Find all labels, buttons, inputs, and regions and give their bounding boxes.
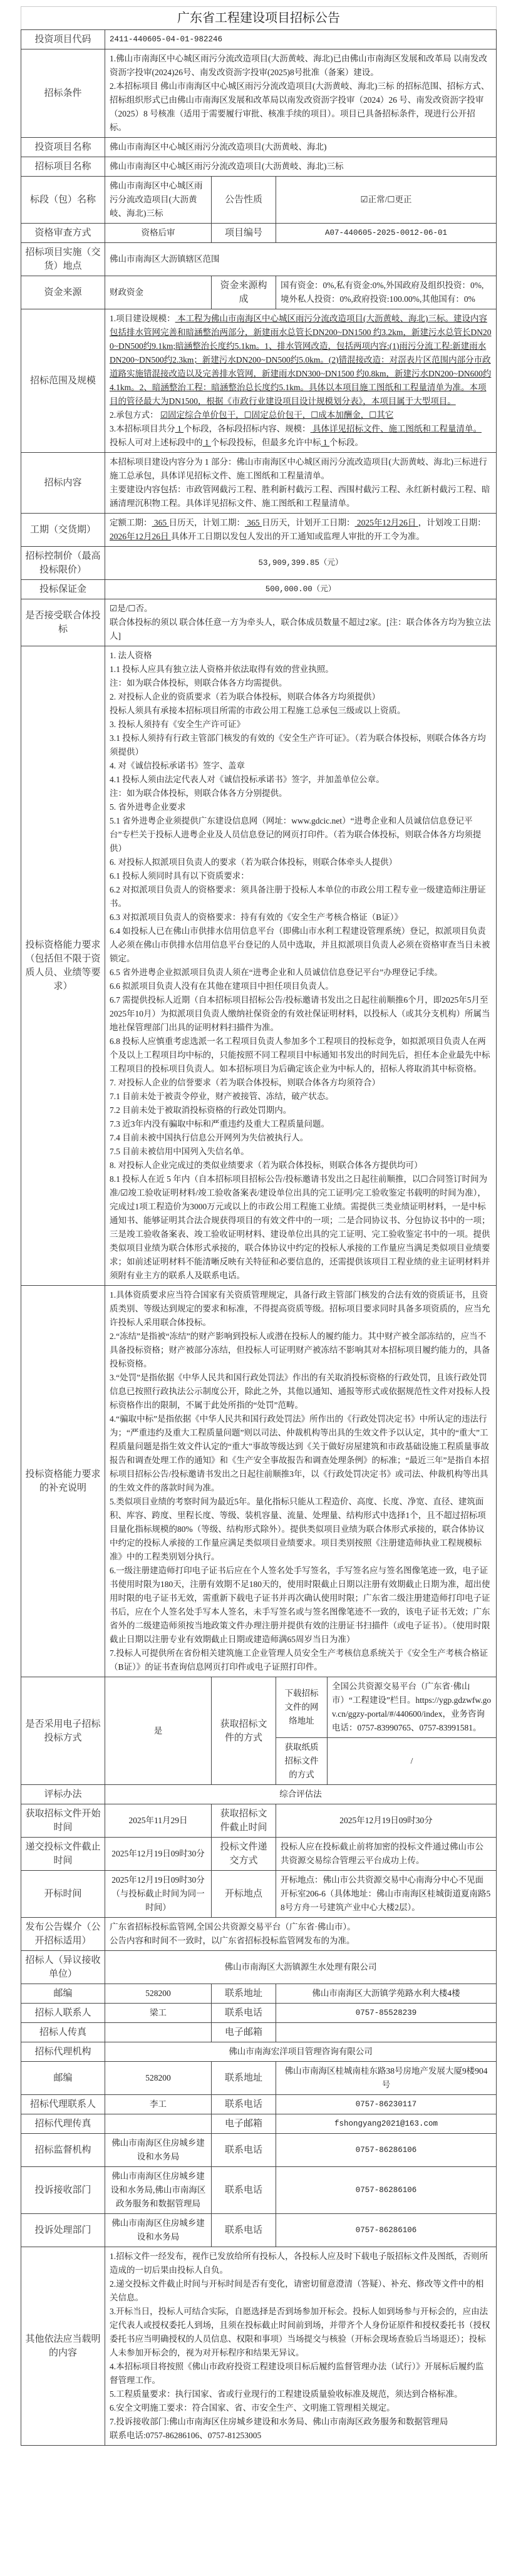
paragraph: 6.2 对拟派项目负责人的资格要求：须具备注册于投标人本单位的市政公用工程专业一级建造师注册证书。 [110, 885, 486, 908]
electronic-value: 是 [105, 1677, 212, 1785]
label: 联系电话 [212, 2167, 276, 2214]
row-doc-time [21, 1804, 497, 1838]
title-row [21, 7, 497, 30]
paragraph: 4.“骗取中标”是指依据《中华人民共和国行政处罚法》所作出的《行政处罚决定书》中所认定的违法行为；“严重违约及重大工程质量问题”则以司法、仲裁机构等出具的生效文件予以认定，其中的“重大”工程质量问题是指生效文件认定的“重大”事故等级达到《关于做好房屋建筑和市政基础设施工程质量事故报告和调查处理工作的通知》和《生产安全事故报告和调查处理条例》的标准；“最近三年”是指自本招标项目招标公告/投标邀请书发出之日起往前顺推3年，以《行政处罚决定书》或司法、仲裁机构等出具的生效文件的落款时间为准。 [110, 1414, 489, 1492]
row-investment-code [21, 30, 497, 49]
paragraph: 7. 对投标人企业的信誉要求（若为联合体投标，则联合体各方均须符合） [110, 1078, 380, 1087]
row-complaint-receive [21, 2167, 497, 2214]
row-tenderer [21, 1951, 497, 1984]
paragraph: 1.1 投标人应具有独立法人资格并依法取得有效的营业执照。 [110, 665, 334, 674]
paragraph: 本招标项目建设内容分为 1 部分：佛山市南海区中心城区雨污分流改造项目(大沥黄岐、海北)三标进行施工总承包，具体详见招标文件、施工图纸和工程量清单。 [110, 457, 487, 480]
paragraph: 7.投诉接收部门:佛山市南海区住房城乡建设和水务局、佛山市南海区政务服务和数据管理局 [110, 2417, 448, 2426]
paragraph: 2.“冻结”是指被“冻结”的财产影响到投标人或潜在投标人的履约能力。其中财产被全部冻结的，应当不具备投标资格；财产被部分冻结，但投标人可证明财产被冻结不影响其对本招标项目履约能力的，具备投标资格。 [110, 1332, 490, 1368]
paragraph: 5.1 省外进粤企业须提供广东建设信息网（网址：www.gdcic.net）“进粤企业和人员诚信信息登记平台”专栏关于投标人进粤企业及人员信息登记的网页打印件。（若为联合体投标，则联合体各方均须提供） [110, 816, 482, 853]
row-control-price [21, 547, 497, 580]
paragraph: ☑是/☐否。 [110, 604, 153, 613]
tenderer-email-value [276, 2023, 497, 2042]
funding-value: 财政资金 [105, 276, 212, 309]
filled-value: ☑固定综合单价包干，☐固定总价包干，☐成本加酬金，☐其它 [160, 410, 394, 420]
label: 其他依法应当载明的内容 [21, 2247, 105, 2446]
paragraph: 7.2 目前未处于被取消投标资格的行政处罚期内。 [110, 1105, 292, 1115]
row-period [21, 514, 497, 547]
label: 联系电话 [212, 2214, 276, 2247]
text-segment: 投标人可对上述标段中的 [110, 438, 203, 447]
investment-name-value: 佛山市南海区中心城区雨污分流改造项目(大沥黄岐、海北) [105, 138, 497, 157]
submit-method-value: 投标人应在投标截止前将加密的投标文件通过佛山市公共资源交易综合管理云平台成功上传。 [276, 1838, 497, 1871]
row-requirements [21, 646, 497, 1286]
tender-notice-table [21, 6, 497, 2446]
paragraph: 1.招标文件一经发布，视作已发放给所有投标人，各投标人应及时下载电子版招标文件及图纸，否则所造成的一切后果由投标人自负。 [110, 2252, 488, 2275]
period-text [105, 514, 497, 547]
agency-address-value: 佛山市南海区桂城南桂东路38号房地产发展大厦9楼904号 [276, 2062, 497, 2095]
paragraph: 4. 对《诚信投标承诺书》签字、盖章 [110, 761, 245, 770]
text-segment: 个标段投标，但最多允许中标 [211, 438, 321, 447]
requirements-text [105, 646, 497, 1286]
label: 招标条件 [21, 49, 105, 138]
notice-nature-checkbox: ☑正常/☐更正 [276, 177, 497, 224]
row-submit [21, 1838, 497, 1871]
paragraph: 投标人须具有承接本招标项目所需的市政公用工程施工总承包三级或以上资质。 [110, 706, 406, 715]
complaint-receive-phone-value: 0757-86286106 [276, 2167, 497, 2214]
project-code-value: A07-440605-2025-0012-06-01 [276, 224, 497, 243]
row-agency-zip [21, 2062, 497, 2095]
paragraph: 3.1 投标人须持有行政主管部门核发的有效的《安全生产许可证》。（若为联合体投标，则联合体各方均须提供） [110, 733, 486, 757]
label: 获取招标文件的方式 [212, 1677, 276, 1785]
tenderer-phone-value: 0757-85528239 [276, 2004, 497, 2023]
label: 招标监督机构 [21, 2134, 105, 2167]
paragraph: 8. 对投标人企业完成过的类似业绩要求（若为联合体投标，则联合体各方提供均可） [110, 1161, 423, 1170]
content-text [105, 453, 497, 514]
label: 标段（包）名称 [21, 177, 105, 224]
scope-paragraph [110, 436, 492, 450]
label: 投标资格能力要求的补充说明 [21, 1286, 105, 1677]
row-opening [21, 1871, 497, 1918]
label: 投诉接收部门 [21, 2167, 105, 2214]
row-tenderer-contact [21, 2004, 497, 2023]
supervision-phone-value: 0757-86286106 [276, 2134, 497, 2167]
row-electronic [21, 1677, 497, 1738]
doc-start-value: 2025年11月29日 [105, 1804, 212, 1838]
row-media [21, 1918, 497, 1951]
tenderer-contact-value: 梁工 [105, 2004, 212, 2023]
paragraph: 3.开标当日，投标人可结合实际，自愿选择是否到场参加开标会。投标人如到场参与开标会的，应由法定代表人或授权委托人到场，且须在投标截止时间前到场，并带齐个人身份证原件和授权委托书（授权委托书应当明确授权的人员信息、权限和事项）当场提交与核验（开标会现场查验后当场退还）；投标人未参加开标会的，视为对开标程序和结果无异议。 [110, 2307, 490, 2357]
filled-value: 本工程为佛山市南海区中心城区雨污分流改造项目(大沥黄岐、海北)三标。建设内容包括排水管网完善和暗涵整治两部分，新建雨水总管长DN200~DN1500 约3.2km，新建污水总管长DN200~DN500约9.1km;暗涵整治长度约5.1km。1、排水管网改造，包括两项内容:(1)雨污分流工程:新建雨水DN200~DN500约2.3km；新建污水DN200~DN500约5.0km。(2)错混接改造：对滘表片区范围内部分市政道路实施错混接改造以及完善排水管网，新建雨水DN300~DN1500 约0.8km，新建污水DN200~DN600约4.1km。2、暗涵整治工程：暗涵整治总长度约5.1km。具体以本项目施工图纸和工程量清单为准。本项目的管径最大为DN1500，根据《市政行业建设项目设计规模划分表》，本项目属于大型项目。 [110, 314, 492, 406]
text-segment: 1.项目建设规模： [110, 314, 175, 323]
tenderer-zip-value: 528200 [105, 1984, 212, 2004]
row-qualification [21, 224, 497, 243]
conditions-text [105, 49, 497, 138]
label: 招标人联系人 [21, 2004, 105, 2023]
row-investment-name [21, 138, 497, 157]
paragraph: 7.1 目前未处于被责令停业，财产被接管、冻结，破产状态。 [110, 1092, 334, 1101]
label: 联系地址 [212, 1984, 276, 2004]
label: 邮编 [21, 2062, 105, 2095]
paragraph: 1.具体资质要求应当符合国家有关资质管理规定，具备行政主管部门核发的合法有效的资质证书，且资质类别、等级达到规定的要求和标准，不得提高资质等级。招标项目要求同时具备多项资质的，应当允许投标人采用联合体投标。 [110, 1290, 490, 1327]
section-name-value: 佛山市南海区中心城区雨污分流改造项目(大沥黄岐、海北)三标 [105, 177, 212, 224]
paragraph: 5.类似项目业绩的考察时间为最近5年。量化指标只能从工程造价、高度、长度、净宽、直径、建筑面积、库容、跨度、里程长度、等级、装机容量、流量、处理量、结构形式中选择1个，且不超过招标项目量化指标规模的80%（等级、结构形式除外）。提供类似项目业绩为联合体形式承接的，联合体协议中约定的投标人承接的工作量应满足类似项目业绩要求。项目类别按照《注册建造师执业工程规模标准》中的工程类别划分执行。 [110, 1497, 486, 1561]
row-supervision [21, 2134, 497, 2167]
agency-email-link[interactable]: fshongyang2021@163.com [276, 2114, 497, 2134]
filled-value: 1 [202, 438, 211, 447]
row-agency-contact [21, 2095, 497, 2114]
label: 获取纸质招标文件的方式 [276, 1738, 328, 1785]
text-segment: 个标段，各标段招标内容、规模： [183, 424, 311, 433]
paragraph: 5.工程质量要求：执行国家、省或行业现行的工程建设质量验收标准及规范，须达到合格标准。 [110, 2389, 463, 2399]
scope-paragraph [110, 408, 492, 422]
row-conditions [21, 49, 497, 138]
text-segment: 日历天，计划开工日期： [262, 518, 355, 527]
filled-value: 365 [245, 518, 262, 527]
label: 获取招标文件开始时间 [21, 1804, 105, 1838]
text-segment: 个标段。 [329, 438, 363, 447]
label: 资金来源 [21, 276, 105, 309]
label: 招标代理机构 [21, 2042, 105, 2062]
row-bid-name [21, 157, 497, 177]
paragraph: 6. 对投标人拟派项目负责人的要求（若为联合体投标，则联合体牵头人提供） [110, 857, 397, 867]
tenderer-address-value: 佛山市南海区大沥镇学苑路水利大楼4楼 [276, 1984, 497, 2004]
paragraph: 4.1 投标人须由法定代表人对《诚信投标承诺书》签字，并加盖单位公章。 [110, 775, 385, 784]
paragraph: 1. 法人资格 [110, 651, 152, 660]
scope-paragraph [110, 422, 492, 436]
other-text [105, 2247, 497, 2446]
paragraph: 6.一级注册建造师打印电子证书后应在个人签名处手写签名，手写签名应与签名图像笔迹一致，电子证书使用时限为180天，注册有效期不足180天的，使用时限截止日期以注册有效期截止日期为准，超出使用时限的电子证书无效，需重新下载电子证书并再次确认使用时限；广东省二级注册建造师打印电子证书后，应在个人签名处手写本人签名，未手写签名或与签名图像笔迹不一致的，该电子证书无效；广东省外的二级建造师须按当地政策文件办理注册并提供有效的注册证书扫描件（或电子证书）。（使用时限截止日期以注册专业有效期截止日期或建造师满65周岁当日为准） [110, 1566, 490, 1644]
location-value: 佛山市南海区大沥镇辖区范围 [105, 243, 497, 276]
consortium-text [105, 599, 497, 646]
paragraph: 联合体投标的须以 联合体任意一方为牵头人，联合体成员数量不超过2家。[注：联合体各方均为独立法人] [110, 618, 491, 641]
deposit-value: 500,000.00（元） [105, 580, 497, 599]
paragraph: 6.1 投标人须同时具有以下资质要求： [110, 871, 249, 881]
scope-paragraph [110, 312, 492, 408]
paragraph: 2. 对投标人企业的资质要求（若为联合体投标，则联合体各方均须提供） [110, 692, 380, 701]
label: 招标人传真 [21, 2023, 105, 2042]
label: 招标内容 [21, 453, 105, 514]
text-segment: ，计划竣工日期： [418, 518, 486, 527]
label: 获取招标文件截止时间 [212, 1804, 276, 1838]
label: 评标办法 [21, 1785, 105, 1804]
label: 投标保证金 [21, 580, 105, 599]
label: 投标文件递交方式 [212, 1838, 276, 1871]
label: 招标代理传真 [21, 2114, 105, 2134]
label: 联系电话 [212, 2004, 276, 2023]
paragraph: 7.投标人可提供所在省份相关建筑施工企业管理人员安全生产考核信息系统关于《安全生产考核合格证（B证）》的证书查询信息网页打印件或电子证照打印件。 [110, 1648, 488, 1672]
label: 投资项目名称 [21, 138, 105, 157]
paragraph: 5. 省外进粤企业要求 [110, 802, 186, 812]
filled-value: 1 [321, 438, 329, 447]
qualification-value: 资格后审 [105, 224, 212, 243]
row-deposit [21, 580, 497, 599]
paragraph: 2.递交投标文件截止时间与开标时间是否有变化，请密切留意澄清（答疑）、补充、修改等文件中的相关信息。 [110, 2279, 484, 2302]
row-tenderer-zip [21, 1984, 497, 2004]
complaint-handle-value: 佛山市南海区住房城乡建设和水务局 [105, 2214, 212, 2247]
row-funding [21, 276, 497, 309]
label: 投资项目代码 [21, 30, 105, 49]
filled-value: 2026年12月26日 [110, 532, 171, 541]
opening-time-value: 2025年12月19日09时30分（与投标截止时间为同一时间） [105, 1871, 212, 1918]
complaint-receive-value: 佛山市南海区住房城乡建设和水务局,佛山市南海区政务服务和数据管理局 [105, 2167, 212, 2214]
row-tenderer-fax [21, 2023, 497, 2042]
row-consortium [21, 599, 497, 646]
evaluation-value: 综合评估法 [105, 1785, 497, 1804]
label: 发布公告媒介（公开招标适用） [21, 1918, 105, 1951]
media-text [105, 1918, 497, 1951]
paragraph: 主要建设内容包括：市政管网截污工程、胜利新村截污工程、西围村截污工程、永红新村截污工程、暗涵清理沉积物工程。具体详见招标文件、施工图纸和工程量清单。 [110, 485, 490, 508]
control-price-value: 53,909,399.85（元） [105, 547, 497, 580]
opening-place-value: 开标地点：佛山市公共资源交易中心南海分中心不见面开标室206-6（具体地址：佛山市南海区桂城街道夏南路58号方舟一号建筑产业中心大楼2层）。 [276, 1871, 497, 1918]
label: 是否接受联合体投标 [21, 599, 105, 646]
label: 招标代理联系人 [21, 2095, 105, 2114]
agency-phone-value: 0757-86230117 [276, 2095, 497, 2114]
label: 招标范围及规模 [21, 309, 105, 453]
text-segment: 定额工期： [110, 518, 152, 527]
label: 资金来源构成 [212, 276, 276, 309]
paragraph: 7.5 目前未被信用中国列入失信名单。 [110, 1147, 249, 1156]
label: 联系电话 [212, 2134, 276, 2167]
label: 投诉处理部门 [21, 2214, 105, 2247]
paragraph: 6.7 需提供投标人近期（自本招标项目招标公告/投标邀请书发出之日起往前顺推6个月，即2025年5月至2025年10月）为拟派项目负责人缴纳社保资金的有效社保证明材料，以投标人（或其分支机构）所属当地社保管理部门出具的证明材料扫描件为准。 [110, 995, 490, 1032]
paragraph: 3. 投标人须持有《安全生产许可证》 [110, 720, 245, 729]
paragraph: 2.本招标项目 佛山市南海区中心城区雨污分流改造项目(大沥黄岐、海北)三标 的招标范围、招标方式、招标组织形式已由佛山市南海区发展和改革局以南发改资沥字投审（2024）26 号、南发改资沥字投审（2025）8 号核准（适用于需要履行审批、核准手续的项目）。项目已具备招标条件，现进行公开招标。 [110, 81, 490, 132]
submit-deadline-value: 2025年12月19日09时30分 [105, 1838, 212, 1871]
paragraph: 公告内容和时间不一致时，以广东省招标投标监管网发布的为准。 [110, 1936, 355, 1945]
text-segment: 日历天，计划工期： [168, 518, 245, 527]
row-evaluation [21, 1785, 497, 1804]
row-complaint-handle [21, 2214, 497, 2247]
text-segment: 3.本招标项目共分 [110, 424, 175, 433]
funding-structure-value: 国有资金：0%,私有资金:0%,外国政府及组织投资：0%,境外私人投资：0%,政府投资:100.00%,其他国有：0% [276, 276, 497, 309]
investment-code-value: 2411-440605-04-01-982246 [105, 30, 497, 49]
label: 公告性质 [212, 177, 276, 224]
tenderer-value: 佛山市南海区大沥镇源生水处理有限公司 [105, 1951, 497, 1984]
paragraph: 1.佛山市南海区中心城区雨污分流改造项目(大沥黄岐、海北)已由佛山市南海区发展和改革局 以南发改资沥字投审(2024)26号、南发改资沥字投审(2025)8号批准（备案）建设。 [110, 54, 487, 77]
filled-value: 2025年12月26日 [354, 518, 418, 527]
paragraph: 6.4 如投标人已在佛山市供排水信用信息平台（即佛山市水利工程建设管理系统）登记，拟派项目负责人必须在佛山市供排水信用信息平台登记的人员中选取，并且拟派项目负责人必须在资格审查当日未被锁定。 [110, 926, 490, 963]
label: 招标控制价（最高投标限价） [21, 547, 105, 580]
label: 投标资格能力要求（包括但不限于资质人员、业绩等要求） [21, 646, 105, 1286]
paragraph: 6.5 省外进粤企业拟派项目负责人须在“进粤企业和人员诚信信息登记平台”办理登记手续。 [110, 968, 443, 977]
supervision-value: 佛山市南海区住房城乡建设和水务局 [105, 2134, 212, 2167]
label: 工期（交货期） [21, 514, 105, 547]
bid-name-value: 佛山市南海区中心城区雨污分流改造项目(大沥黄岐、海北)三标 [105, 157, 497, 177]
row-section [21, 177, 497, 224]
row-location [21, 243, 497, 276]
paragraph: 6.8 投标人应慎重考虑选派一名工程项目负责人参加多个工程项目的投标竞争，如拟派项目负责人在两个及以上工程项目均中标的，只能按照不同工程项目中标通知书发出的时间先后，担任本企业最先中标工程项目的投标项目负责人。如本招标项目为后确定该企业为中标人的，招标人将取消其中标资格。 [110, 1037, 490, 1073]
paper-doc-value: / [328, 1738, 497, 1785]
label: 招标人（异议接收单位） [21, 1951, 105, 1984]
agency-fax-value [105, 2114, 212, 2134]
filled-value: 1 [175, 424, 184, 433]
label: 下载招标文件的网络地址 [276, 1677, 328, 1738]
paragraph: 注：如为联合体投标，则联合体各方均需提供。 [110, 678, 287, 688]
paragraph: 6.安全文明施工要求：符合国家、省、市安全生产、文明施工管理相关规定。 [110, 2403, 395, 2413]
label: 电子邮箱 [212, 2023, 276, 2042]
supplement-text [105, 1286, 497, 1677]
text-segment: 2.承包方式： [110, 410, 160, 420]
agency-contact-value: 李工 [105, 2095, 212, 2114]
complaint-handle-phone-value: 0757-86286106 [276, 2214, 497, 2247]
row-agency [21, 2042, 497, 2062]
doc-end-value: 2025年12月19日09时30分 [276, 1804, 497, 1838]
page-title: 广东省工程建设项目招标公告 [21, 7, 497, 30]
paragraph: 3.“处罚”是指依据《中华人民共和国行政处罚法》作出的有关取消投标资格的行政处罚，且该行政处罚信息已按照行政执法公示制度公开，除此之外，其他以通知、通报等形式或依据规范性文件对投标人投标资格作出的限制，不属于此处所指的“处罚”范畴。 [110, 1373, 490, 1410]
download-url-text[interactable]: 全国公共资源交易平台（广东省·佛山市）“工程建设”栏目。https://ygp.gdzwfw.gov.cn/ggzy-portal/#/440600/index，业务咨询电话：0757-83990765、0757-83991581。 [328, 1677, 497, 1738]
agency-value: 佛山市南海宏洋项目管理咨询有限公司 [105, 2042, 497, 2062]
label: 电子邮箱 [212, 2114, 276, 2134]
label: 开标时间 [21, 1871, 105, 1918]
label: 递交投标文件截止时间 [21, 1838, 105, 1871]
row-agency-fax [21, 2114, 497, 2134]
filled-value: 具体详见招标文件、施工图纸和工程量清单。 [310, 424, 482, 433]
text-segment: 具体开工日期以发包人发出的开工通知或监理人审批的开工令为准。 [170, 532, 425, 541]
row-scope [21, 309, 497, 453]
label: 招标项目实施（交货）地点 [21, 243, 105, 276]
paragraph: 8.1 投标人在近 5 年内（自本招标项目招标公告/投标邀请书发出之日起往前顺推，以☐合同签订时间为准/☑竣工验收证明材料/竣工验收备案表/建设单位出具的完工证明/完工验收鉴定书载明的时间为准），完成过1项工程造价为3000万元或以上的市政公用工程施工业绩。需提供三类业绩证明材料，一是中标通知书、能够证明其合法合规获得项目的有效文件中的一项；二是合同协议书、分包协议书中的一项；三是竣工验收备案表、竣工验收证明材料、建设单位出具的完工证明、完工验收鉴定书中的一项。提供类似项目业绩为联合体形式承接的，联合体协议中约定的投标人承接的工作量应当满足类似项目业绩要求；如前述证明材料不能清晰反映有关特征和必要信息的，还需提供该项目工程业绩的业主证明材料并须附有业主方的联系人及联系电话。 [110, 1174, 490, 1280]
label: 邮编 [21, 1984, 105, 2004]
paragraph: 联系电话:0757-86286106、0757-81253005 [110, 2431, 262, 2440]
label: 联系地址 [212, 2062, 276, 2095]
agency-zip-value: 528200 [105, 2062, 212, 2095]
label: 是否采用电子招标投标方式 [21, 1677, 105, 1785]
paragraph: 6.3 对拟派项目负责人的资格要求：持有有效的《安全生产考核合格证（B证）》 [110, 913, 403, 922]
label: 联系电话 [212, 2095, 276, 2114]
paragraph: 广东省招标投标监管网,全国公共资源交易平台（广东省·佛山市）。 [110, 1922, 356, 1932]
paragraph: 7.3 近3年内没有骗取中标和严重违约及重大工程质量问题。 [110, 1119, 329, 1129]
tenderer-fax-value [105, 2023, 212, 2042]
row-supplement [21, 1286, 497, 1677]
paragraph: 7.4 目前未被中国执行信息公开网列为失信被执行人。 [110, 1133, 309, 1142]
paragraph: 4.本招标项目将按照《佛山市政府投资工程建设项目标后履约监督管理办法（试行）》开展标后履约监督管理工作。 [110, 2362, 484, 2385]
label: 项目编号 [212, 224, 276, 243]
filled-value: 365 [152, 518, 169, 527]
paragraph: 6.6 拟派项目负责人没有在其他在建项目中担任项目负责人。 [110, 981, 334, 991]
label: 资格审查方式 [21, 224, 105, 243]
scope-text [105, 309, 497, 453]
label: 开标地点 [212, 1871, 276, 1918]
paragraph: 注：如为联合体投标，则联合体各方分别提供。 [110, 789, 287, 798]
label: 招标项目名称 [21, 157, 105, 177]
row-content [21, 453, 497, 514]
row-other [21, 2247, 497, 2446]
